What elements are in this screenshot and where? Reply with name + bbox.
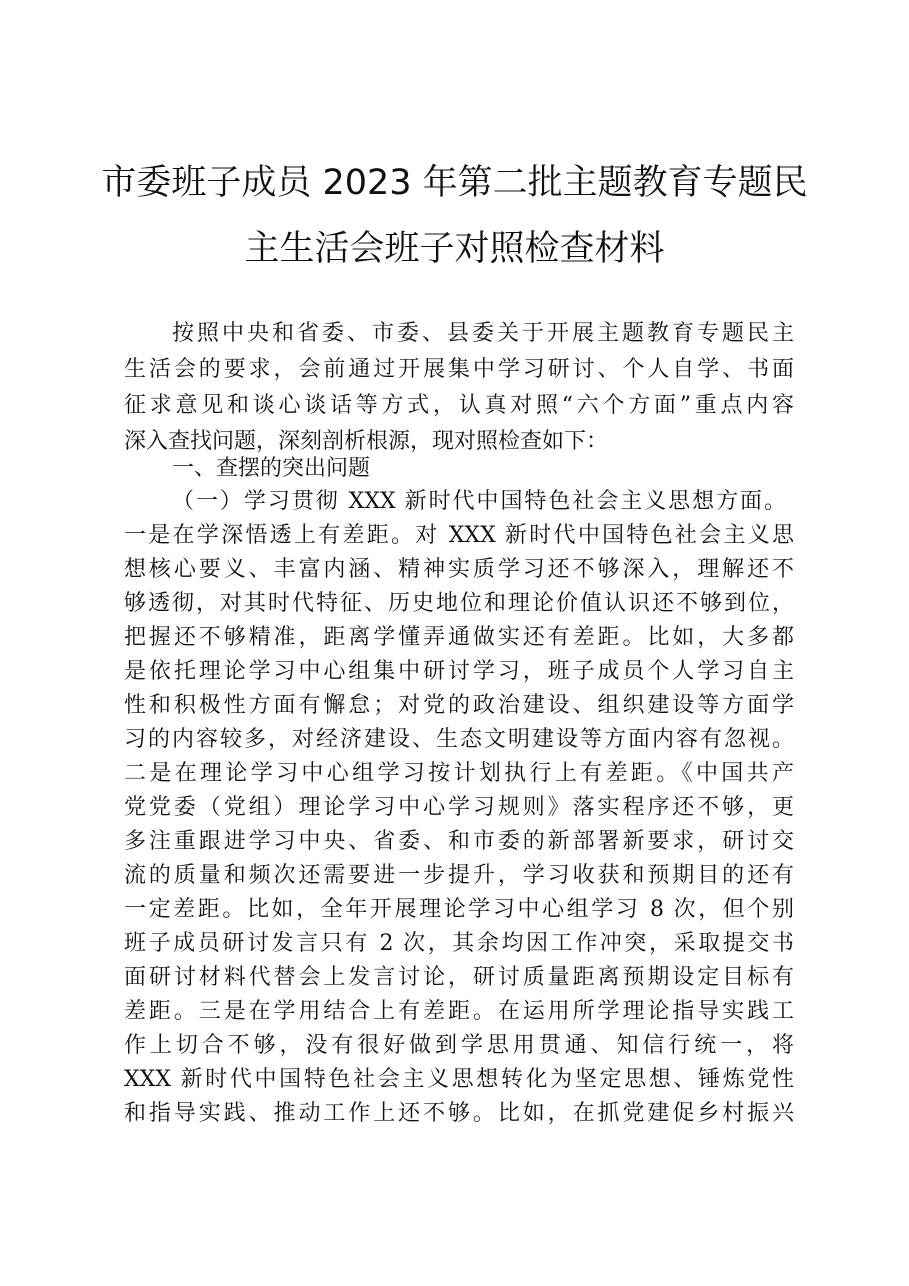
body-line: 把握还不够精准，距离学懂弄通做实还有差距。比如，大多都 <box>124 625 794 650</box>
body-line: 和指导实践、推动工作上还不够。比如，在抓党建促乡村振兴 <box>124 1101 794 1126</box>
subsection-heading: （一）学习贯彻 XXX 新时代中国特色社会主义思想方面。 <box>172 489 786 514</box>
body-line: 党党委（党组）理论学习中心学习规则》落实程序还不够，更 <box>124 795 794 820</box>
section-heading: 一、查摆的突出问题 <box>172 456 371 481</box>
document-title-line-2: 主生活会班子对照检查材料 <box>244 229 665 269</box>
intro-line: 征求意见和谈心谈话等方式，认真对照“六个方面”重点内容 <box>124 393 794 418</box>
body-line: 是依托理论学习中心组集中研讨学习，班子成员个人学习自主 <box>124 659 794 684</box>
body-line: 想核心要义、丰富内涵、精神实质学习还不够深入，理解还不 <box>124 557 794 582</box>
body-line: 面研讨材料代替会上发言讨论，研讨质量距离预期设定目标有 <box>124 965 794 990</box>
body-line: 多注重跟进学习中央、省委、和市委的新部署新要求，研讨交 <box>124 829 794 854</box>
intro-line: 按照中央和省委、市委、县委关于开展主题教育专题民主 <box>172 321 794 346</box>
body-line: 二是在理论学习中心组学习按计划执行上有差距。《中国共产 <box>124 761 794 786</box>
body-line: 作上切合不够，没有很好做到学思用贯通、知信行统一，将 <box>124 1033 794 1058</box>
intro-line: 生活会的要求，会前通过开展集中学习研讨、个人自学、书面 <box>124 357 794 382</box>
body-line: 够透彻，对其时代特征、历史地位和理论价值认识还不够到位， <box>124 591 794 616</box>
document-title-line-1: 市委班子成员 2023 年第二批主题教育专题民 <box>101 163 808 203</box>
body-line: 性和积极性方面有懈怠；对党的政治建设、组织建设等方面学 <box>124 693 794 718</box>
body-line: 习的内容较多，对经济建设、生态文明建设等方面内容有忽视。 <box>124 727 794 752</box>
body-line: XXX 新时代中国特色社会主义思想转化为坚定思想、锤炼党性 <box>124 1067 794 1092</box>
intro-line: 深入查找问题，深刻剖析根源，现对照检查如下： <box>124 429 609 454</box>
body-line: 一定差距。比如，全年开展理论学习中心组学习 8 次，但个别 <box>124 897 794 922</box>
body-line: 班子成员研讨发言只有 2 次，其余均因工作冲突，采取提交书 <box>124 931 794 956</box>
body-line: 一是在学深悟透上有差距。对 XXX 新时代中国特色社会主义思 <box>124 523 794 548</box>
body-line: 流的质量和频次还需要进一步提升，学习收获和预期目的还有 <box>124 863 794 888</box>
body-line: 差距。三是在学用结合上有差距。在运用所学理论指导实践工 <box>124 999 794 1024</box>
